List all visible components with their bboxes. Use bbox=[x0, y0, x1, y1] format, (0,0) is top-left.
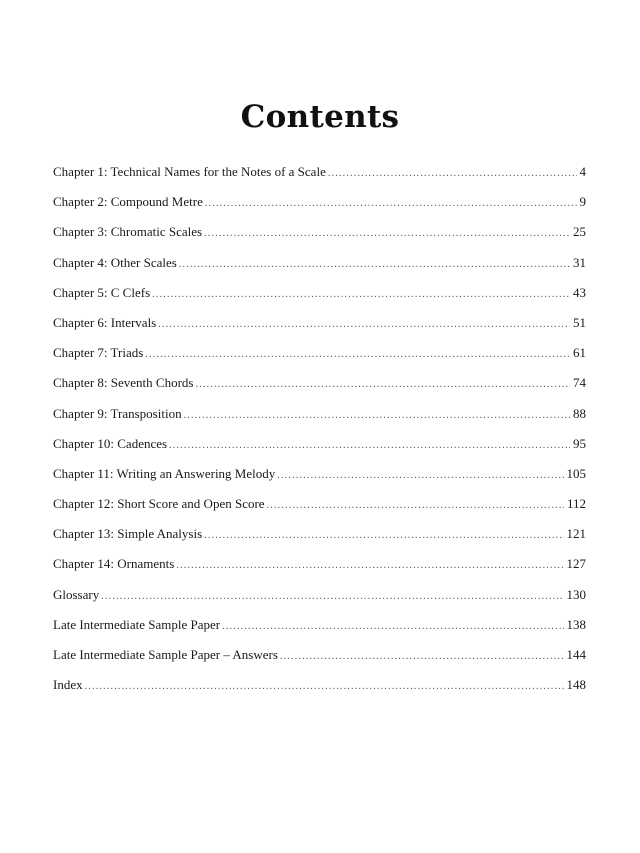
dot-leader bbox=[158, 313, 570, 337]
toc-entry-label: Chapter 1: Technical Names for the Notes of a Scale bbox=[53, 164, 326, 179]
dot-leader bbox=[179, 253, 570, 277]
toc-entry-label: Chapter 3: Chromatic Scales bbox=[53, 224, 203, 240]
toc-entry-page: 43 bbox=[573, 284, 586, 300]
toc-entry bbox=[53, 432, 586, 462]
toc-entry-page: 31 bbox=[573, 254, 586, 270]
toc-entry-label: Index bbox=[53, 677, 83, 693]
toc-entry-page: 61 bbox=[573, 345, 586, 361]
toc-entry-page: 4 bbox=[579, 164, 586, 179]
toc-entry-label: Chapter 11: Writing an Answering Melody bbox=[53, 465, 276, 481]
dot-leader bbox=[85, 675, 564, 699]
dot-leader bbox=[277, 464, 563, 488]
dot-leader bbox=[205, 192, 577, 216]
toc-entry-page: 25 bbox=[573, 224, 586, 240]
toc-entry-label: Chapter 4: Other Scales bbox=[53, 254, 177, 270]
toc-entry-label: Chapter 2: Compound Metre bbox=[53, 194, 203, 210]
toc-entry bbox=[53, 492, 586, 522]
toc-entry bbox=[53, 673, 586, 703]
toc-entry bbox=[53, 190, 586, 220]
toc-entry-label: Chapter 12: Short Score and Open Score bbox=[53, 496, 265, 512]
toc-entry-label: Late Intermediate Sample Paper – Answers bbox=[53, 647, 278, 662]
toc-entry bbox=[53, 281, 586, 311]
toc-entry bbox=[53, 643, 586, 673]
toc-entry bbox=[53, 462, 586, 492]
dot-leader bbox=[328, 162, 577, 186]
toc-entry-label: Chapter 6: Intervals bbox=[53, 314, 157, 330]
dot-leader bbox=[280, 645, 564, 669]
toc-entry-page: 144 bbox=[566, 647, 586, 662]
toc-entry-label: Chapter 8: Seventh Chords bbox=[53, 375, 194, 391]
dot-leader bbox=[195, 373, 570, 397]
toc-entry bbox=[53, 251, 586, 281]
toc-entry bbox=[53, 220, 586, 250]
toc-entry-page: 9 bbox=[579, 194, 586, 210]
toc-entry bbox=[53, 552, 586, 582]
toc-entry bbox=[53, 402, 586, 432]
toc-entry-label: Chapter 14: Ornaments bbox=[53, 556, 175, 572]
page-title: Contents bbox=[240, 98, 400, 135]
dot-leader bbox=[204, 222, 570, 246]
dot-leader bbox=[176, 554, 563, 578]
dot-leader bbox=[184, 404, 570, 428]
dot-leader bbox=[267, 494, 564, 518]
toc-entry-page: 74 bbox=[573, 375, 586, 391]
toc-entry-label: Chapter 13: Simple Analysis bbox=[53, 526, 203, 542]
toc-entry-page: 105 bbox=[566, 465, 586, 481]
toc-entry bbox=[53, 583, 586, 613]
toc-entry-page: 130 bbox=[566, 586, 586, 602]
toc-entry-page: 127 bbox=[566, 556, 586, 572]
toc-entry bbox=[53, 341, 586, 371]
toc-entry-page: 138 bbox=[566, 616, 586, 632]
toc-entry bbox=[53, 311, 586, 341]
dot-leader bbox=[204, 524, 563, 548]
toc-entry-label: Late Intermediate Sample Paper bbox=[53, 616, 221, 632]
toc-entry-label: Chapter 7: Triads bbox=[53, 345, 144, 361]
toc-entry bbox=[53, 160, 586, 190]
toc-entry-page: 88 bbox=[573, 405, 586, 421]
dot-leader bbox=[145, 343, 570, 367]
toc-entry-label: Glossary bbox=[53, 586, 100, 602]
table-of-contents bbox=[53, 160, 586, 703]
dot-leader bbox=[169, 434, 570, 458]
toc-entry-page: 51 bbox=[573, 314, 586, 330]
toc-entry-label: Chapter 5: C Clefs bbox=[53, 284, 151, 300]
dot-leader bbox=[152, 283, 570, 307]
dot-leader bbox=[101, 585, 563, 609]
toc-entry bbox=[53, 522, 586, 552]
toc-entry bbox=[53, 371, 586, 401]
toc-entry-page: 121 bbox=[566, 526, 586, 542]
toc-entry-label: Chapter 9: Transposition bbox=[53, 405, 182, 421]
toc-entry-label: Chapter 10: Cadences bbox=[53, 435, 168, 451]
dot-leader bbox=[222, 615, 563, 639]
toc-entry-page: 148 bbox=[566, 677, 586, 693]
toc-entry-page: 112 bbox=[566, 496, 586, 512]
toc-entry bbox=[53, 613, 586, 643]
toc-entry-page: 95 bbox=[573, 435, 586, 451]
